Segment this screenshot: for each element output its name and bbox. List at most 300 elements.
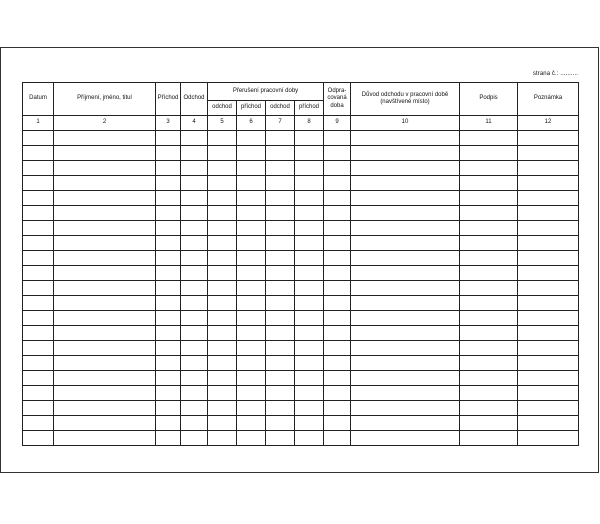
- table-cell[interactable]: [181, 176, 208, 191]
- table-cell[interactable]: [351, 311, 460, 326]
- table-cell[interactable]: [54, 401, 156, 416]
- table-cell[interactable]: [23, 191, 54, 206]
- table-cell[interactable]: [518, 161, 579, 176]
- table-cell[interactable]: [181, 356, 208, 371]
- table-cell[interactable]: [518, 356, 579, 371]
- column-number: 12: [518, 116, 579, 131]
- table-cell[interactable]: [156, 311, 181, 326]
- table-cell[interactable]: [181, 326, 208, 341]
- table-cell[interactable]: [518, 266, 579, 281]
- table-cell[interactable]: [266, 176, 295, 191]
- table-row: [23, 401, 579, 416]
- table-row: [23, 266, 579, 281]
- table-cell[interactable]: [460, 371, 518, 386]
- table-cell[interactable]: [295, 296, 324, 311]
- table-cell[interactable]: [23, 311, 54, 326]
- table-cell[interactable]: [237, 341, 266, 356]
- table-cell[interactable]: [156, 176, 181, 191]
- table-cell[interactable]: [266, 236, 295, 251]
- table-cell[interactable]: [324, 221, 351, 236]
- table-cell[interactable]: [181, 341, 208, 356]
- table-row: [23, 176, 579, 191]
- table-cell[interactable]: [208, 281, 237, 296]
- table-cell[interactable]: [208, 356, 237, 371]
- table-cell[interactable]: [208, 221, 237, 236]
- table-cell[interactable]: [208, 341, 237, 356]
- table-cell[interactable]: [156, 191, 181, 206]
- page-number-label: strana č.: ..........: [532, 71, 578, 77]
- table-cell[interactable]: [266, 221, 295, 236]
- table-cell[interactable]: [23, 326, 54, 341]
- table-cell[interactable]: [54, 281, 156, 296]
- table-cell[interactable]: [156, 296, 181, 311]
- table-cell[interactable]: [208, 416, 237, 431]
- table-cell[interactable]: [266, 401, 295, 416]
- header-odpracovana-line-2: covaná: [327, 95, 347, 102]
- table-cell[interactable]: [518, 311, 579, 326]
- table-cell[interactable]: [518, 296, 579, 311]
- table-cell[interactable]: [518, 206, 579, 221]
- table-cell[interactable]: [54, 371, 156, 386]
- table-row: [23, 146, 579, 161]
- subheader-prichod-1: příchod: [237, 101, 266, 116]
- table-cell[interactable]: [23, 161, 54, 176]
- table-cell[interactable]: [54, 236, 156, 251]
- table-cell[interactable]: [156, 161, 181, 176]
- table-cell[interactable]: [324, 341, 351, 356]
- table-row: [23, 296, 579, 311]
- table-cell[interactable]: [295, 131, 324, 146]
- table-cell[interactable]: [156, 326, 181, 341]
- table-cell[interactable]: [156, 206, 181, 221]
- table-cell[interactable]: [208, 326, 237, 341]
- table-cell[interactable]: [460, 416, 518, 431]
- table-cell[interactable]: [237, 131, 266, 146]
- table-cell[interactable]: [181, 281, 208, 296]
- table-cell[interactable]: [54, 176, 156, 191]
- table-cell[interactable]: [460, 326, 518, 341]
- column-number: 1: [23, 116, 54, 131]
- table-cell[interactable]: [324, 281, 351, 296]
- table-cell[interactable]: [295, 386, 324, 401]
- table-cell[interactable]: [237, 296, 266, 311]
- table-cell[interactable]: [266, 191, 295, 206]
- table-cell[interactable]: [460, 401, 518, 416]
- table-row: [23, 251, 579, 266]
- table-cell[interactable]: [351, 266, 460, 281]
- table-cell[interactable]: [208, 431, 237, 446]
- table-cell[interactable]: [324, 371, 351, 386]
- table-cell[interactable]: [156, 341, 181, 356]
- table-cell[interactable]: [237, 386, 266, 401]
- table-body: [23, 116, 579, 446]
- table-cell[interactable]: [54, 431, 156, 446]
- table-cell[interactable]: [237, 431, 266, 446]
- table-cell[interactable]: [324, 191, 351, 206]
- table-cell[interactable]: [460, 176, 518, 191]
- table-cell[interactable]: [156, 221, 181, 236]
- table-cell[interactable]: [351, 356, 460, 371]
- table-cell[interactable]: [295, 161, 324, 176]
- table-cell[interactable]: [237, 176, 266, 191]
- table-row: [23, 131, 579, 146]
- table-row: [23, 281, 579, 296]
- table-cell[interactable]: [324, 131, 351, 146]
- table-cell[interactable]: [237, 311, 266, 326]
- table-cell[interactable]: [54, 416, 156, 431]
- table-row: [23, 341, 579, 356]
- table-cell[interactable]: [295, 311, 324, 326]
- table-cell[interactable]: [208, 401, 237, 416]
- table-cell[interactable]: [156, 416, 181, 431]
- table-cell[interactable]: [208, 191, 237, 206]
- table-cell[interactable]: [181, 236, 208, 251]
- table-cell[interactable]: [351, 416, 460, 431]
- header-preruseni: Přerušení pracovní doby: [208, 83, 324, 101]
- table-cell[interactable]: [266, 311, 295, 326]
- table-cell[interactable]: [54, 311, 156, 326]
- table-cell[interactable]: [208, 161, 237, 176]
- table-cell[interactable]: [295, 146, 324, 161]
- table-cell[interactable]: [266, 206, 295, 221]
- table-cell[interactable]: [351, 251, 460, 266]
- table-cell[interactable]: [518, 341, 579, 356]
- table-cell[interactable]: [208, 266, 237, 281]
- table-row: [23, 206, 579, 221]
- table-cell[interactable]: [460, 386, 518, 401]
- table-cell[interactable]: [181, 386, 208, 401]
- table-cell[interactable]: [156, 356, 181, 371]
- table-cell[interactable]: [156, 236, 181, 251]
- table-cell[interactable]: [54, 131, 156, 146]
- table-cell[interactable]: [518, 371, 579, 386]
- table-cell[interactable]: [54, 386, 156, 401]
- table-cell[interactable]: [518, 131, 579, 146]
- table-cell[interactable]: [351, 206, 460, 221]
- table-cell[interactable]: [324, 236, 351, 251]
- table-cell[interactable]: [266, 356, 295, 371]
- table-cell[interactable]: [266, 266, 295, 281]
- table-cell[interactable]: [518, 146, 579, 161]
- table-cell[interactable]: [23, 356, 54, 371]
- table-cell[interactable]: [181, 266, 208, 281]
- table-cell[interactable]: [208, 296, 237, 311]
- table-cell[interactable]: [460, 191, 518, 206]
- table-cell[interactable]: [324, 416, 351, 431]
- table-cell[interactable]: [266, 326, 295, 341]
- table-cell[interactable]: [23, 296, 54, 311]
- table-cell[interactable]: [237, 401, 266, 416]
- table-cell[interactable]: [295, 251, 324, 266]
- table-cell[interactable]: [237, 266, 266, 281]
- table-cell[interactable]: [156, 146, 181, 161]
- table-cell[interactable]: [156, 131, 181, 146]
- header-row: [23, 83, 579, 101]
- table-cell[interactable]: [324, 311, 351, 326]
- column-number: 7: [266, 116, 295, 131]
- table-cell[interactable]: [156, 266, 181, 281]
- table-cell[interactable]: [295, 236, 324, 251]
- table-cell[interactable]: [208, 371, 237, 386]
- table-cell[interactable]: [295, 326, 324, 341]
- table-cell[interactable]: [23, 266, 54, 281]
- table-cell[interactable]: [460, 146, 518, 161]
- table-cell[interactable]: [208, 146, 237, 161]
- table-cell[interactable]: [237, 371, 266, 386]
- table-cell[interactable]: [295, 281, 324, 296]
- table-cell[interactable]: [266, 341, 295, 356]
- table-cell[interactable]: [460, 341, 518, 356]
- table-cell[interactable]: [23, 251, 54, 266]
- header-podpis: Podpis: [460, 83, 518, 116]
- table-cell[interactable]: [460, 431, 518, 446]
- table-cell[interactable]: [181, 296, 208, 311]
- table-cell[interactable]: [181, 221, 208, 236]
- table-cell[interactable]: [23, 371, 54, 386]
- table-cell[interactable]: [181, 131, 208, 146]
- table-cell[interactable]: [266, 131, 295, 146]
- table-cell[interactable]: [181, 431, 208, 446]
- table-row: [23, 371, 579, 386]
- table-cell[interactable]: [23, 341, 54, 356]
- header-duvod-line-1: Důvod odchodu v pracovní době: [361, 91, 449, 98]
- table-cell[interactable]: [518, 191, 579, 206]
- table-cell[interactable]: [518, 236, 579, 251]
- table-cell[interactable]: [351, 146, 460, 161]
- table-cell[interactable]: [518, 416, 579, 431]
- table-cell[interactable]: [266, 386, 295, 401]
- table-cell[interactable]: [208, 386, 237, 401]
- table-cell[interactable]: [23, 416, 54, 431]
- table-cell[interactable]: [324, 176, 351, 191]
- table-row: [23, 161, 579, 176]
- table-cell[interactable]: [54, 341, 156, 356]
- table-cell[interactable]: [23, 221, 54, 236]
- header-duvod-line-2: (navštívené místo): [380, 99, 430, 105]
- table-cell[interactable]: [460, 296, 518, 311]
- table-cell[interactable]: [181, 371, 208, 386]
- table-cell[interactable]: [460, 161, 518, 176]
- table-cell[interactable]: [295, 341, 324, 356]
- table-cell[interactable]: [23, 236, 54, 251]
- table-cell[interactable]: [518, 401, 579, 416]
- table-cell[interactable]: [208, 206, 237, 221]
- table-cell[interactable]: [156, 386, 181, 401]
- column-number: 10: [351, 116, 460, 131]
- attendance-table: [22, 82, 579, 446]
- table-cell[interactable]: [324, 431, 351, 446]
- table-cell[interactable]: [208, 251, 237, 266]
- column-number: 8: [295, 116, 324, 131]
- header-datum: Datum: [23, 83, 54, 116]
- table-cell[interactable]: [295, 206, 324, 221]
- table-cell[interactable]: [518, 281, 579, 296]
- table-cell[interactable]: [266, 281, 295, 296]
- table-cell[interactable]: [237, 206, 266, 221]
- table-cell[interactable]: [460, 236, 518, 251]
- table-cell[interactable]: [237, 281, 266, 296]
- table-cell[interactable]: [518, 326, 579, 341]
- table-cell[interactable]: [518, 431, 579, 446]
- header-odpracovana-doba: [324, 83, 351, 116]
- table-cell[interactable]: [237, 221, 266, 236]
- table-row: [23, 416, 579, 431]
- table-cell[interactable]: [237, 251, 266, 266]
- table-cell[interactable]: [54, 146, 156, 161]
- column-number: 4: [181, 116, 208, 131]
- table-cell[interactable]: [295, 176, 324, 191]
- table-cell[interactable]: [208, 176, 237, 191]
- table-cell[interactable]: [324, 251, 351, 266]
- table-cell[interactable]: [324, 356, 351, 371]
- table-cell[interactable]: [266, 431, 295, 446]
- table-cell[interactable]: [54, 356, 156, 371]
- column-number: 3: [156, 116, 181, 131]
- table-cell[interactable]: [54, 221, 156, 236]
- table-cell[interactable]: [237, 191, 266, 206]
- table-cell[interactable]: [518, 221, 579, 236]
- table-cell[interactable]: [266, 146, 295, 161]
- table-cell[interactable]: [237, 356, 266, 371]
- table-row: [23, 191, 579, 206]
- table-cell[interactable]: [208, 131, 237, 146]
- table-row: [23, 221, 579, 236]
- table-cell[interactable]: [324, 296, 351, 311]
- table-cell[interactable]: [324, 326, 351, 341]
- table-cell[interactable]: [351, 236, 460, 251]
- table-cell[interactable]: [237, 416, 266, 431]
- table-cell[interactable]: [156, 401, 181, 416]
- column-number: 5: [208, 116, 237, 131]
- table-cell[interactable]: [23, 176, 54, 191]
- table-cell[interactable]: [181, 191, 208, 206]
- header-duvod: [351, 83, 460, 116]
- table-row: [23, 236, 579, 251]
- table-cell[interactable]: [237, 236, 266, 251]
- table-cell[interactable]: [208, 236, 237, 251]
- table-cell[interactable]: [181, 416, 208, 431]
- table-cell[interactable]: [181, 401, 208, 416]
- table-cell[interactable]: [266, 371, 295, 386]
- table-cell[interactable]: [324, 206, 351, 221]
- table-cell[interactable]: [23, 206, 54, 221]
- table-cell[interactable]: [351, 191, 460, 206]
- table-cell[interactable]: [295, 191, 324, 206]
- header-odpracovana-line-1: Odpra-: [327, 87, 347, 94]
- table-cell[interactable]: [460, 221, 518, 236]
- table-cell[interactable]: [23, 281, 54, 296]
- table-cell[interactable]: [54, 251, 156, 266]
- table-cell[interactable]: [295, 416, 324, 431]
- table-cell[interactable]: [351, 341, 460, 356]
- table-cell[interactable]: [266, 251, 295, 266]
- table-cell[interactable]: [460, 266, 518, 281]
- column-number-row: [23, 116, 579, 131]
- column-number: 11: [460, 116, 518, 131]
- table-cell[interactable]: [181, 206, 208, 221]
- table-cell[interactable]: [266, 296, 295, 311]
- table-cell[interactable]: [351, 386, 460, 401]
- table-cell[interactable]: [54, 296, 156, 311]
- table-cell[interactable]: [208, 311, 237, 326]
- table-cell[interactable]: [351, 326, 460, 341]
- header-odpracovana-line-3: doba: [330, 102, 344, 109]
- table-cell[interactable]: [181, 146, 208, 161]
- table-cell[interactable]: [518, 386, 579, 401]
- table-cell[interactable]: [295, 266, 324, 281]
- table-cell[interactable]: [266, 416, 295, 431]
- table-cell[interactable]: [237, 326, 266, 341]
- subheader-prichod-2: příchod: [295, 101, 324, 116]
- table-cell[interactable]: [351, 296, 460, 311]
- table-cell[interactable]: [54, 326, 156, 341]
- table-cell[interactable]: [460, 251, 518, 266]
- subheader-odchod-1: odchod: [208, 101, 237, 116]
- column-number: 9: [324, 116, 351, 131]
- table-cell[interactable]: [295, 221, 324, 236]
- table-row: [23, 386, 579, 401]
- table-cell[interactable]: [351, 131, 460, 146]
- table-cell[interactable]: [54, 161, 156, 176]
- table-cell[interactable]: [351, 221, 460, 236]
- table-cell[interactable]: [23, 131, 54, 146]
- table-cell[interactable]: [518, 176, 579, 191]
- table-cell[interactable]: [295, 356, 324, 371]
- table-cell[interactable]: [54, 206, 156, 221]
- table-cell[interactable]: [460, 281, 518, 296]
- table-cell[interactable]: [324, 266, 351, 281]
- table-cell[interactable]: [54, 266, 156, 281]
- table-cell[interactable]: [351, 161, 460, 176]
- table-cell[interactable]: [518, 251, 579, 266]
- table-cell[interactable]: [460, 206, 518, 221]
- table-cell[interactable]: [156, 281, 181, 296]
- table-cell[interactable]: [351, 371, 460, 386]
- table-row: [23, 431, 579, 446]
- table-cell[interactable]: [156, 251, 181, 266]
- table-cell[interactable]: [54, 191, 156, 206]
- table-cell[interactable]: [237, 161, 266, 176]
- table-row: [23, 311, 579, 326]
- table-cell[interactable]: [23, 401, 54, 416]
- header-prichod: Příchod: [156, 83, 181, 116]
- table-cell[interactable]: [324, 386, 351, 401]
- table-cell[interactable]: [324, 161, 351, 176]
- table-cell[interactable]: [351, 431, 460, 446]
- table-cell[interactable]: [156, 371, 181, 386]
- table-cell[interactable]: [295, 401, 324, 416]
- table-cell[interactable]: [23, 386, 54, 401]
- table-cell[interactable]: [181, 251, 208, 266]
- table-cell[interactable]: [23, 146, 54, 161]
- table-cell[interactable]: [237, 146, 266, 161]
- table-cell[interactable]: [181, 161, 208, 176]
- table-cell[interactable]: [351, 176, 460, 191]
- table-cell[interactable]: [295, 431, 324, 446]
- table-cell[interactable]: [295, 371, 324, 386]
- table-cell[interactable]: [351, 281, 460, 296]
- table-cell[interactable]: [266, 161, 295, 176]
- table-cell[interactable]: [460, 131, 518, 146]
- table-cell[interactable]: [324, 401, 351, 416]
- table-cell[interactable]: [351, 401, 460, 416]
- table-cell[interactable]: [23, 431, 54, 446]
- table-cell[interactable]: [460, 311, 518, 326]
- table-cell[interactable]: [181, 311, 208, 326]
- table-cell[interactable]: [156, 431, 181, 446]
- table-cell[interactable]: [460, 356, 518, 371]
- table-cell[interactable]: [324, 146, 351, 161]
